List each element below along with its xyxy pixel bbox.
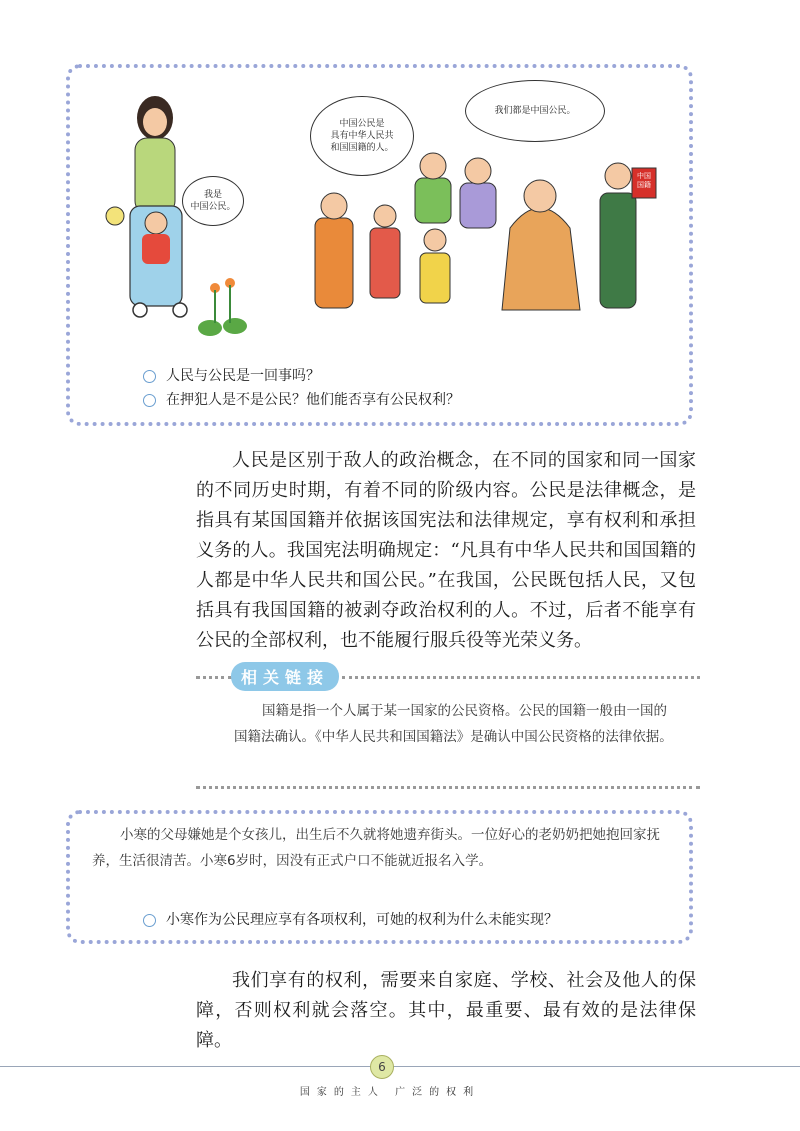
related-link-text: 国籍是指一个人属于某一国家的公民资格。公民的国籍一般由一国的国籍法确认。《中华人民共和国国籍法》是确认中国公民资格的法律依据。 xyxy=(234,703,673,745)
box1-question-1: 人民与公民是一回事吗？ xyxy=(143,366,320,386)
speech-bubble-left: 中国公民是 具有中华人民共 和国国籍的人。 xyxy=(310,96,414,176)
red-book-label: 中国 国籍 xyxy=(637,172,651,189)
box1-question-2: 在押犯人是不是公民？他们能否享有公民权利？ xyxy=(143,390,460,410)
citizens-group xyxy=(315,153,656,310)
related-link-bottom-divider xyxy=(196,786,700,789)
running-title: 国家的主人 广泛的权利 xyxy=(299,1087,481,1098)
related-link-label: 相关链接 xyxy=(231,662,339,691)
related-link-top-divider-right xyxy=(342,676,700,679)
case-story: 小寒的父母嫌她是个女孩儿，出生后不久就将她遗弃街头。一位好心的老奶奶把她抱回家抚养，生活很清苦。小寒6岁时，因没有正式户口不能就近报名入学。 xyxy=(92,827,660,869)
flowers xyxy=(198,278,247,336)
footer-rule xyxy=(0,1066,800,1067)
main-paragraph: 人民是区别于敌人的政治概念，在不同的国家和同一国家的不同历史时期，有着不同的阶级内容。公民是法律概念，是指具有某国国籍并依据该国宪法和法律规定，享有权利和承担义务的人。我国宪法明确规定：“凡具有中华人民共和国国籍的人都是中华人民共和国公民。”在我国，公民既包括人民，又包括具有我国国籍的被剥夺政治权利的人。不过，后者不能享有公民的全部权利，也不能履行服兵役等光荣义务。 xyxy=(196,450,696,651)
speech-bubble-baby: 我是 中国公民。 xyxy=(182,176,244,226)
circle-bullet-icon xyxy=(143,914,156,927)
case-question: 小寒作为公民理应享有各项权利，可她的权利为什么未能实现？ xyxy=(143,910,558,930)
circle-bullet-icon xyxy=(143,394,156,407)
speech-bubble-right: 我们都是中国公民。 xyxy=(465,80,605,142)
stroller xyxy=(106,206,187,317)
closing-paragraph: 我们享有的权利，需要来自家庭、学校、社会及他人的保障，否则权利就会落空。其中，最重要、最有效的是法律保障。 xyxy=(196,970,696,1051)
circle-bullet-icon xyxy=(143,370,156,383)
page-number: 6 xyxy=(370,1055,394,1079)
related-link-top-divider xyxy=(196,676,232,679)
